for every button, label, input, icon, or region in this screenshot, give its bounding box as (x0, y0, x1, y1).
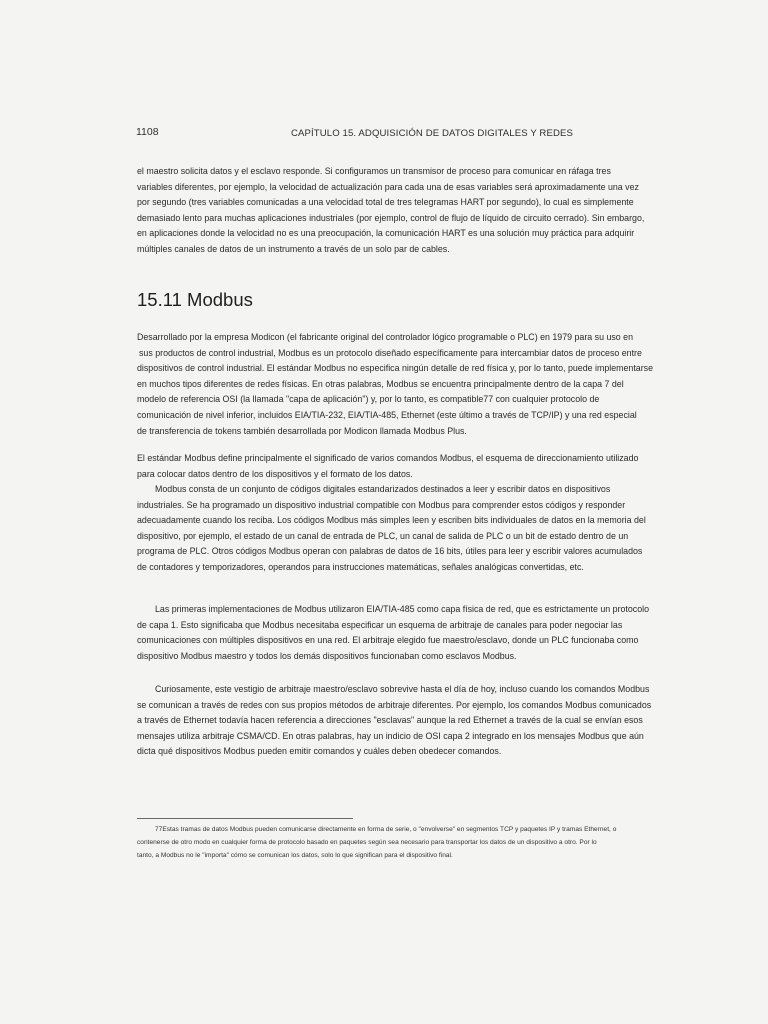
text-line: dispositivo Modbus maestro y todos los demás dispositivos funcionaban como esclavos Modbus. (137, 650, 517, 661)
text-line: de transferencia de tokens también desarrollada por Modicon llamada Modbus Plus. (137, 425, 467, 436)
text-line: dispositivo, por ejemplo, el estado de un canal de entrada de PLC, un canal de salida de PLC o un bit de estado dentro de un (137, 530, 629, 541)
text-line: Curiosamente, este vestigio de arbitraje maestro/esclavo sobrevive hasta el día de hoy, incluso cuando los comandos Modbus (155, 684, 650, 694)
paragraph-modicon (137, 330, 685, 439)
text-line: dispositivos de control industrial. El estándar Modbus no especifica ningún detalle de red física y, por lo tanto, puede implementarse (137, 363, 654, 374)
text-line: comunicación de nivel inferior, incluidos EIA/TIA-232, EIA/TIA-485, Ethernet (este último a través de TCP/IP) y una red especial (137, 409, 637, 420)
paragraph-codes (137, 482, 685, 576)
chapter-title: CAPÍTULO 15. ADQUISICIÓN DE DATOS DIGITALES Y REDES (291, 128, 573, 139)
paragraph-standard (137, 451, 685, 482)
paragraph-arbitration (137, 682, 685, 760)
text-line: sus productos de control industrial, Modbus es un protocolo diseñado específicamente para intercambiar datos de proceso entre (139, 347, 642, 358)
footnote-line: contenerse de otro modo en cualquier forma de protocolo basado en paquetes según sea necesario para transportar los datos de un dispositivo a otro. Por lo (137, 839, 597, 847)
text-line: modelo de referencia OSI (la llamada "capa de aplicación") y, por lo tanto, es compatible77 con cualquier protocolo de (137, 394, 600, 405)
text-line: mensajes utiliza arbitraje CSMA/CD. En otras palabras, hay un indicio de OSI capa 2 integrado en los mensajes Modbus que aún (137, 730, 644, 741)
footnote (137, 823, 697, 862)
footnote-line: 77Estas tramas de datos Modbus pueden comunicarse directamente en forma de serie, o "envolverse" en segmentos TCP y paquetes IP y tramas Ethernet, o (155, 826, 617, 833)
intro-paragraph (137, 164, 685, 258)
text-line: comunicaciones con múltiples dispositivos en una red. El arbitraje elegido fue maestro/esclavo, donde un PLC funcionaba como (137, 635, 639, 646)
text-line: El estándar Modbus define principalmente el significado de varios comandos Modbus, el esquema de direccionamiento utilizado (137, 453, 639, 463)
text-line: industriales. Se ha programado un dispositivo industrial compatible con Modbus para comprender estos códigos y responder (137, 499, 626, 510)
text-line: por segundo (tres variables comunicadas a una velocidad total de tres telegramas HART por segundo), lo cual es simplemente (137, 197, 634, 208)
text-line: de contadores y temporizadores, operandos para instrucciones matemáticas, señales analógicas convertidas, etc. (137, 561, 584, 572)
text-line: adecuadamente cuando los reciba. Los códigos Modbus más simples leen y escriben bits individuales de datos en la memoria del (137, 515, 646, 526)
section-heading: 15.11 Modbus (137, 289, 253, 310)
text-line: el maestro solicita datos y el esclavo responde. Si configuramos un transmisor de proceso para comunicar en ráfaga tres (137, 166, 611, 176)
text-line: en muchos tipos diferentes de redes físicas. En otras palabras, Modbus se encuentra principalmente dentro de la capa 7 del (137, 378, 624, 389)
text-line: variables diferentes, por ejemplo, la velocidad de actualización para cada una de esas variables será aproximadamente una vez (137, 181, 639, 192)
footnote-divider (137, 818, 353, 819)
text-line: a través de Ethernet todavía hacen referencia a direcciones "esclavas" aunque la red Ethernet a través de la cual se envían esos (137, 715, 643, 726)
page-number: 1108 (136, 126, 159, 138)
text-line: en aplicaciones donde la velocidad no es una preocupación, la comunicación HART es una solución muy práctica para adquirir (137, 228, 635, 239)
text-line: Modbus consta de un conjunto de códigos digitales estandarizados destinados a leer y escribir datos en dispositivos (155, 484, 611, 494)
text-line: programa de PLC. Otros códigos Modbus operan con palabras de datos de 16 bits, útiles para leer y escribir valores acumulados (137, 546, 643, 557)
text-line: múltiples canales de datos de un instrumento a través de un solo par de cables. (137, 243, 450, 254)
paragraph-implementations (137, 602, 685, 664)
text-line: para colocar datos dentro de los dispositivos y el formato de los datos. (137, 468, 413, 479)
text-line: Las primeras implementaciones de Modbus utilizaron EIA/TIA-485 como capa física de red, que es estrictamente un protocolo (155, 604, 650, 614)
text-line: de capa 1. Esto significaba que Modbus necesitaba especificar un esquema de arbitraje de canales para poder negociar las (137, 619, 623, 630)
text-line: dicta qué dispositivos Modbus pueden emitir comandos y cuáles deben obedecer comandos. (137, 746, 502, 757)
footnote-line: tanto, a Modbus no le "importa" cómo se comunican los datos, solo lo que significan para el dispositivo final. (137, 852, 453, 860)
text-line: se comunican a través de redes con sus propios métodos de arbitraje diferentes. Por ejemplo, los comandos Modbus comunicados (137, 699, 652, 710)
text-line: Desarrollado por la empresa Modicon (el fabricante original del controlador lógico programable o PLC) en 1979 para su uso en (137, 332, 634, 342)
text-line: demasiado lento para muchas aplicaciones industriales (por ejemplo, control de flujo de líquido de circuito cerrado). Sin embargo, (137, 212, 645, 223)
